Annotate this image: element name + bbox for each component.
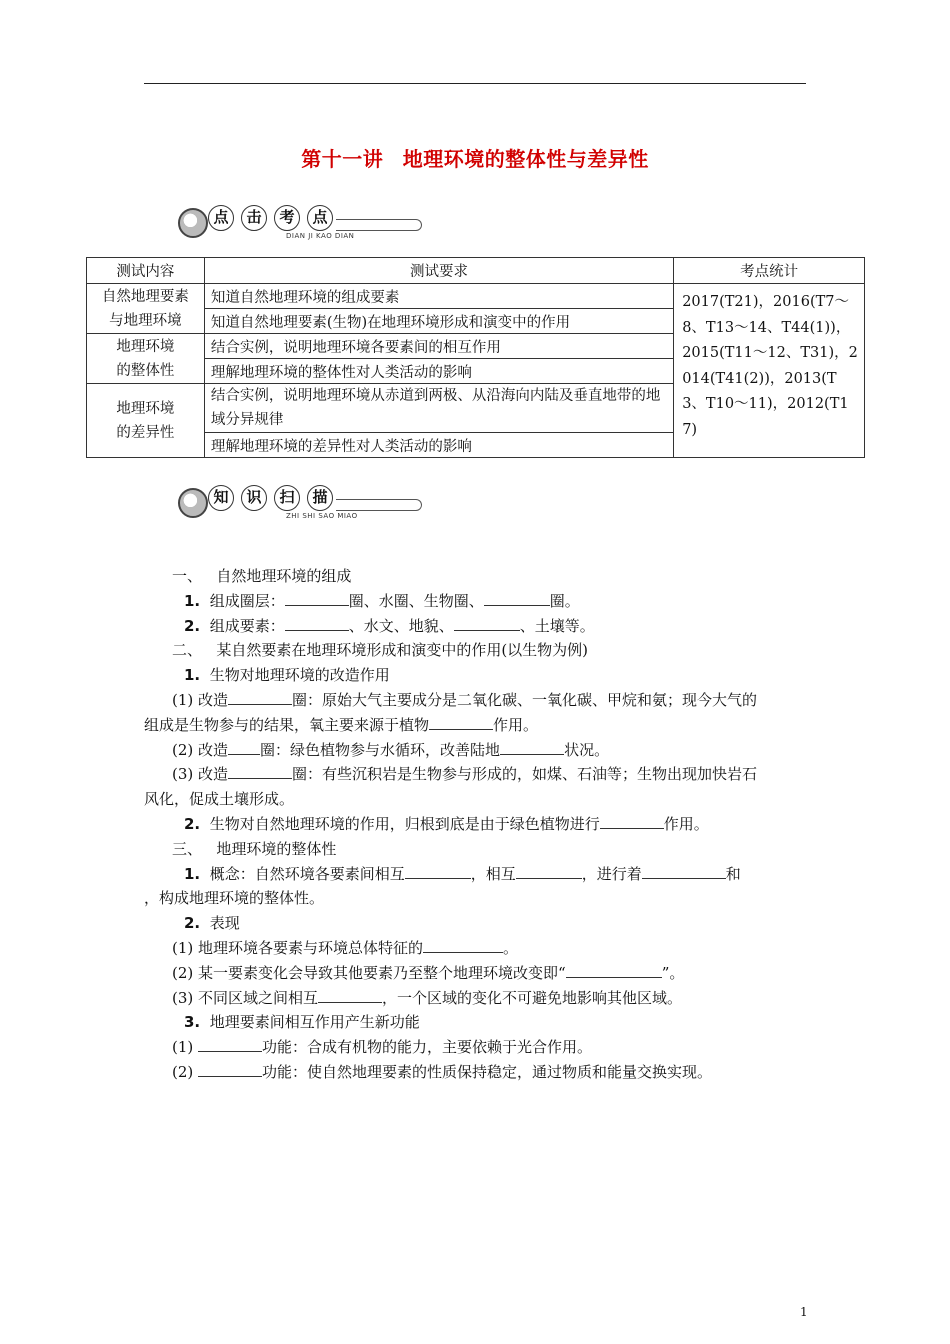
item-num: 1. [184,591,201,610]
list-item [144,961,806,986]
list-item [144,812,806,837]
item-num: 1. [184,864,201,883]
section-heading [144,564,806,589]
item-text: 组成是生物参与的结果，氧主要来源于植物 [144,715,430,734]
item-text: 表现 [209,914,240,933]
list-item [144,911,806,936]
list-item [144,862,806,887]
header-rule [144,83,806,84]
section-title: 地理环境的整体性 [216,839,337,858]
fill-blank[interactable] [198,1062,262,1077]
content-cell [87,384,205,458]
badge-pinyin: DIAN JI KAO DIAN [286,232,355,240]
section-badge-zhishi [178,485,428,525]
list-item [144,762,806,787]
item-num: 1. [184,666,201,685]
item-text: 概念：自然环境各要素间相互 [209,864,405,883]
list-item-continued [144,713,806,738]
item-num: 3. [184,1013,201,1032]
section-title: 某自然要素在地理环境形成和演变中的作用(以生物为例) [216,641,589,660]
item-num: 2. [184,814,201,833]
fill-blank[interactable] [318,988,382,1003]
badge-decor-line [336,219,422,231]
badge-logo-icon [178,208,208,238]
section-title: 自然地理环境的组成 [216,567,352,585]
table-header: 考点统计 [674,258,865,284]
item-text: 圈：有些沉积岩是生物参与形成的，如煤、石油等；生物出现加快岩石 [292,765,758,784]
item-num: (3) [172,765,194,784]
badge-char: 点 [208,205,234,231]
fill-blank[interactable] [228,764,292,779]
fill-blank[interactable] [454,616,520,631]
content-line: 的差异性 [116,424,175,441]
list-item [144,738,806,763]
list-item-continued [144,787,806,812]
item-num: 2. [184,914,201,933]
item-text: 、水文、地貌、 [348,616,454,635]
item-text: ，一个区域的变化不可避免地影响其他区域。 [382,988,683,1007]
item-text: 改造 [198,740,229,759]
badge-char: 点 [307,205,333,231]
badge-char: 识 [241,485,267,511]
item-text: 圈、水圈、生物圈、 [348,591,484,610]
content-line: 地理环境 [116,400,175,417]
item-text: 作用。 [493,715,539,734]
badge-logo-icon [178,488,208,518]
list-item [144,936,806,961]
section-badge-kaodian [178,205,428,245]
requirement-cell: 知道自然地理环境的组成要素 [204,284,673,309]
knowledge-content [144,564,806,1085]
item-text: 圈：原始大气主要成分是二氧化碳、一氧化碳、甲烷和氨；现今大气的 [292,690,758,709]
item-text: 不同区域之间相互 [198,988,319,1007]
list-item [144,663,806,688]
item-num: (2) [172,963,194,982]
fill-blank[interactable] [429,715,493,730]
requirement-cell: 结合实例，说明地理环境各要素间的相互作用 [204,334,673,359]
item-text: ，构成地理环境的整体性。 [144,889,325,908]
section-heading [144,638,806,663]
item-text: 功能：合成有机物的能力，主要依赖于光合作用。 [262,1038,593,1057]
item-num: (2) [172,1062,194,1081]
content-line: 的整体性 [116,362,175,379]
fill-blank[interactable] [228,740,260,755]
section-num: 一、 [172,567,203,585]
section-heading [144,837,806,862]
item-text: 作用。 [663,814,709,833]
item-text: 生物对地理环境的改造作用 [209,666,390,685]
item-text: 某一要素变化会导致其他要素乃至整个地理环境改变即“ [198,963,566,982]
content-line: 自然地理要素 [101,288,189,305]
list-item-continued [144,886,806,911]
item-text: 改造 [198,765,229,784]
list-item [144,688,806,713]
item-num: (1) [172,938,194,957]
list-item [144,1035,806,1060]
list-item [144,1010,806,1035]
title-topic: 地理环境的整体性与差异性 [402,147,649,171]
content-line: 地理环境 [116,338,175,355]
item-text: ，进行着 [581,864,642,883]
fill-blank[interactable] [198,1037,262,1052]
badge-char: 击 [241,205,267,231]
list-item [144,1060,806,1085]
fill-blank[interactable] [484,591,550,606]
requirement-cell: 理解地理环境的整体性对人类活动的影响 [204,359,673,384]
table-header: 测试要求 [204,258,673,284]
fill-blank[interactable] [516,864,582,879]
fill-blank[interactable] [228,690,292,705]
badge-char: 描 [307,485,333,511]
item-text: 圈。 [549,591,580,610]
badge-pinyin: ZHI SHI SAO MIAO [286,512,358,520]
badge-decor-line [336,499,422,511]
list-item [144,614,806,639]
list-item [144,589,806,614]
item-text: 状况。 [564,740,610,759]
fill-blank[interactable] [285,616,349,631]
page-number: 1 [800,1305,808,1319]
section-num: 二、 [172,641,203,660]
fill-blank[interactable] [423,938,503,953]
item-num: (1) [172,1038,194,1057]
item-num: (3) [172,988,194,1007]
item-text: 改造 [198,690,229,709]
content-cell [87,284,205,334]
item-text: 组成要素： [209,616,285,635]
item-text: 风化，促成土壤形成。 [144,790,295,809]
stats-cell: 2017(T21)，2016(T7～8、T13～14、T44(1))，2015(T11～12、T31)，2014(T41(2))，2013(T3、T10～11)，2012(T17) [674,284,865,458]
item-text: 组成圈层： [209,591,285,610]
fill-blank[interactable] [642,864,726,879]
item-num: (1) [172,690,194,709]
item-text: ”。 [661,963,685,982]
fill-blank[interactable] [285,591,349,606]
section-num: 三、 [172,839,203,858]
item-text: 。 [503,938,519,957]
item-text: 生物对自然地理环境的作用，归根到底是由于绿色植物进行 [209,814,600,833]
content-line: 与地理环境 [109,312,182,329]
fill-blank[interactable] [500,740,564,755]
table-header-row [87,258,865,284]
item-text: 地理要素间相互作用产生新功能 [209,1013,420,1032]
exam-points-table [86,257,865,458]
badge-char: 知 [208,485,234,511]
badge-char: 扫 [274,485,300,511]
requirement-cell: 结合实例，说明地理环境从赤道到两极、从沿海向内陆及垂直地带的地域分异规律 [204,384,673,433]
item-text: 功能：使自然地理要素的性质保持稳定，通过物质和能量交换实现。 [262,1062,713,1081]
fill-blank[interactable] [566,963,662,978]
list-item [144,986,806,1011]
item-num: 2. [184,616,201,635]
item-text: 圈：绿色植物参与水循环，改善陆地 [260,740,501,759]
table-row [87,284,865,309]
requirement-cell: 知道自然地理要素(生物)在地理环境形成和演变中的作用 [204,309,673,334]
content-cell [87,334,205,384]
item-text: 地理环境各要素与环境总体特征的 [198,938,424,957]
table-header: 测试内容 [87,258,205,284]
page-title [0,143,950,172]
fill-blank[interactable] [600,814,664,829]
fill-blank[interactable] [405,864,471,879]
title-lecture: 第十一讲 [301,147,384,171]
requirement-cell: 理解地理环境的差异性对人类活动的影响 [204,433,673,458]
item-text: 、土壤等。 [519,616,595,635]
item-num: (2) [172,740,194,759]
badge-char: 考 [274,205,300,231]
item-text: 和 [725,864,741,883]
item-text: ，相互 [470,864,516,883]
